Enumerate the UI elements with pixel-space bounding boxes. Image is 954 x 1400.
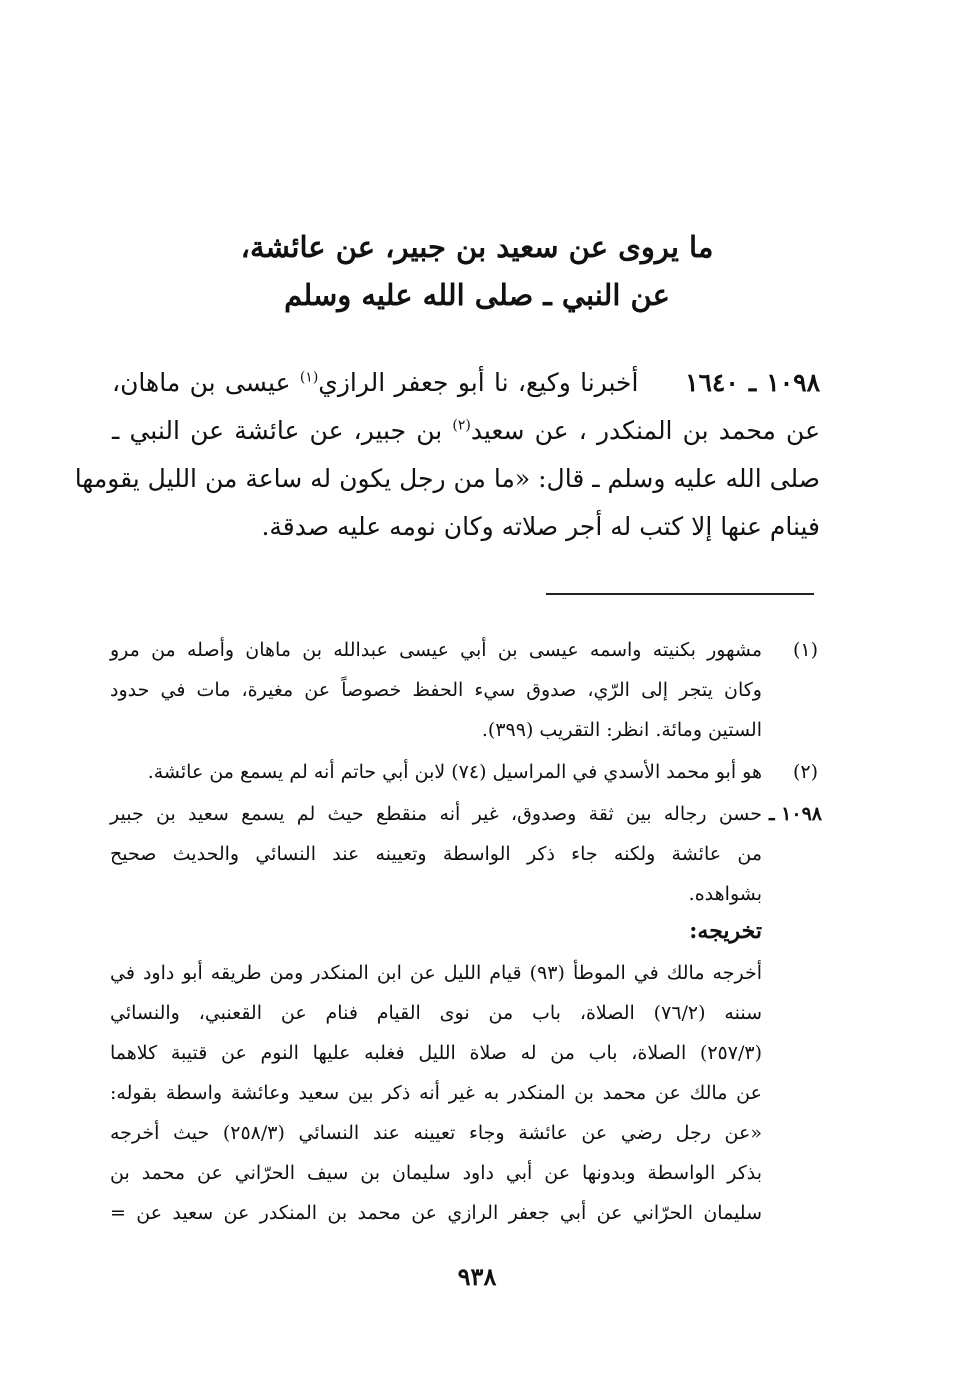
- footnote-ref-2: (٢): [452, 417, 471, 434]
- hadith-line-2: [112, 407, 820, 455]
- hadith-text-1-end: عيسى بن ماهان،: [112, 368, 291, 397]
- page-number: ٩٣٨: [457, 1262, 497, 1291]
- footnote-1-number: (١): [792, 639, 818, 661]
- takhrij-line-1: أخرجه مالك في الموطأ (٩٣) قيام الليل عن ابن المنكدر ومن طريقه أبو داود في: [110, 962, 762, 984]
- footnote-1-line-1: مشهور بكنيته واسمه عيسى بن أبي عيسى عبدالله بن ماهان وأصله من مرو: [110, 639, 762, 661]
- takhrij-line-6: بذكر الواسطة وبدونها عن أبي داود سليمان بن سيف الحرّاني عن محمد بن: [110, 1162, 762, 1184]
- grading-line-3: بشواهده.: [688, 883, 762, 905]
- hadith-text-1: أخبرنا وكيع، نا أبو جعفر الرازي: [318, 368, 639, 397]
- hadith-text-2-start: عن محمد بن المنكدر ، عن سعيد: [470, 416, 820, 445]
- hadith-line-1: [112, 359, 820, 407]
- chapter-heading-line-1: ما يروى عن سعيد بن جبير، عن عائشة،: [240, 230, 714, 264]
- hadith-line-4: فينام عنها إلا كتب له أجر صلاته وكان نومه عليه صدقة.: [261, 512, 820, 541]
- grading-line-1: حسن رجاله بين ثقة وصدوق، غير أنه منقطع حيث لم يسمع سعيد بن جبير: [110, 803, 762, 825]
- takhrij-line-4: عن مالك عن محمد بن المنكدر به غير أنه ذكر بين سعيد وعائشة واسطة بقوله:: [110, 1082, 762, 1104]
- takhrij-line-3: (٢٥٧/٣) الصلاة، باب من له صلاة الليل فغلبه عليها النوم عن قتيبة كلاهما: [110, 1042, 762, 1064]
- hadith-line-3: صلى الله عليه وسلم ـ قال: «ما من رجل يكون له ساعة من الليل يقومها: [74, 464, 820, 493]
- footnote-ref-1: (١): [299, 369, 319, 386]
- takhrij-line-2: سننه (٧٦/٢) الصلاة، باب من نوى القيام فنام عن القعنبي، والنسائي: [110, 1002, 763, 1024]
- takhrij-label: تخريجه:: [689, 918, 762, 944]
- footnote-2-number: (٢): [792, 761, 818, 783]
- footnote-separator: [546, 593, 814, 595]
- footnote-1-line-3: الستين ومائة. انظر: التقريب (٣٩٩).: [481, 719, 762, 741]
- grading-number: ١٠٩٨ ـ: [768, 803, 822, 825]
- grading-line-2: من عائشة ولكنه جاء ذكر الواسطة وتعيينه عند النسائي والحديث صحيح: [110, 843, 762, 865]
- takhrij-line-5: «عن رجل رضي عن عائشة وجاء تعيينه عند النسائي (٢٥٨/٣) حيث أخرجه: [110, 1122, 762, 1144]
- footnote-2-line-1: هو أبو محمد الأسدي في المراسيل (٧٤) لابن أبي حاتم أنه لم يسمع من عائشة.: [147, 761, 762, 783]
- hadith-number: ١٠٩٨ ـ ١٦٤٠: [685, 368, 820, 397]
- hadith-text-2-end: بن جبير، عن عائشة عن النبي ـ: [112, 416, 443, 445]
- takhrij-line-7: سليمان الحرّاني عن أبي جعفر الرازي عن محمد بن المنكدر عن سعيد عن =: [110, 1202, 762, 1224]
- chapter-heading-line-2: عن النبي ـ صلى الله عليه وسلم: [284, 278, 670, 312]
- footnote-1-line-2: وكان يتجر إلى الرّي، صدوق سيء الحفظ خصوصاً عن مغيرة، مات في حدود: [110, 679, 762, 701]
